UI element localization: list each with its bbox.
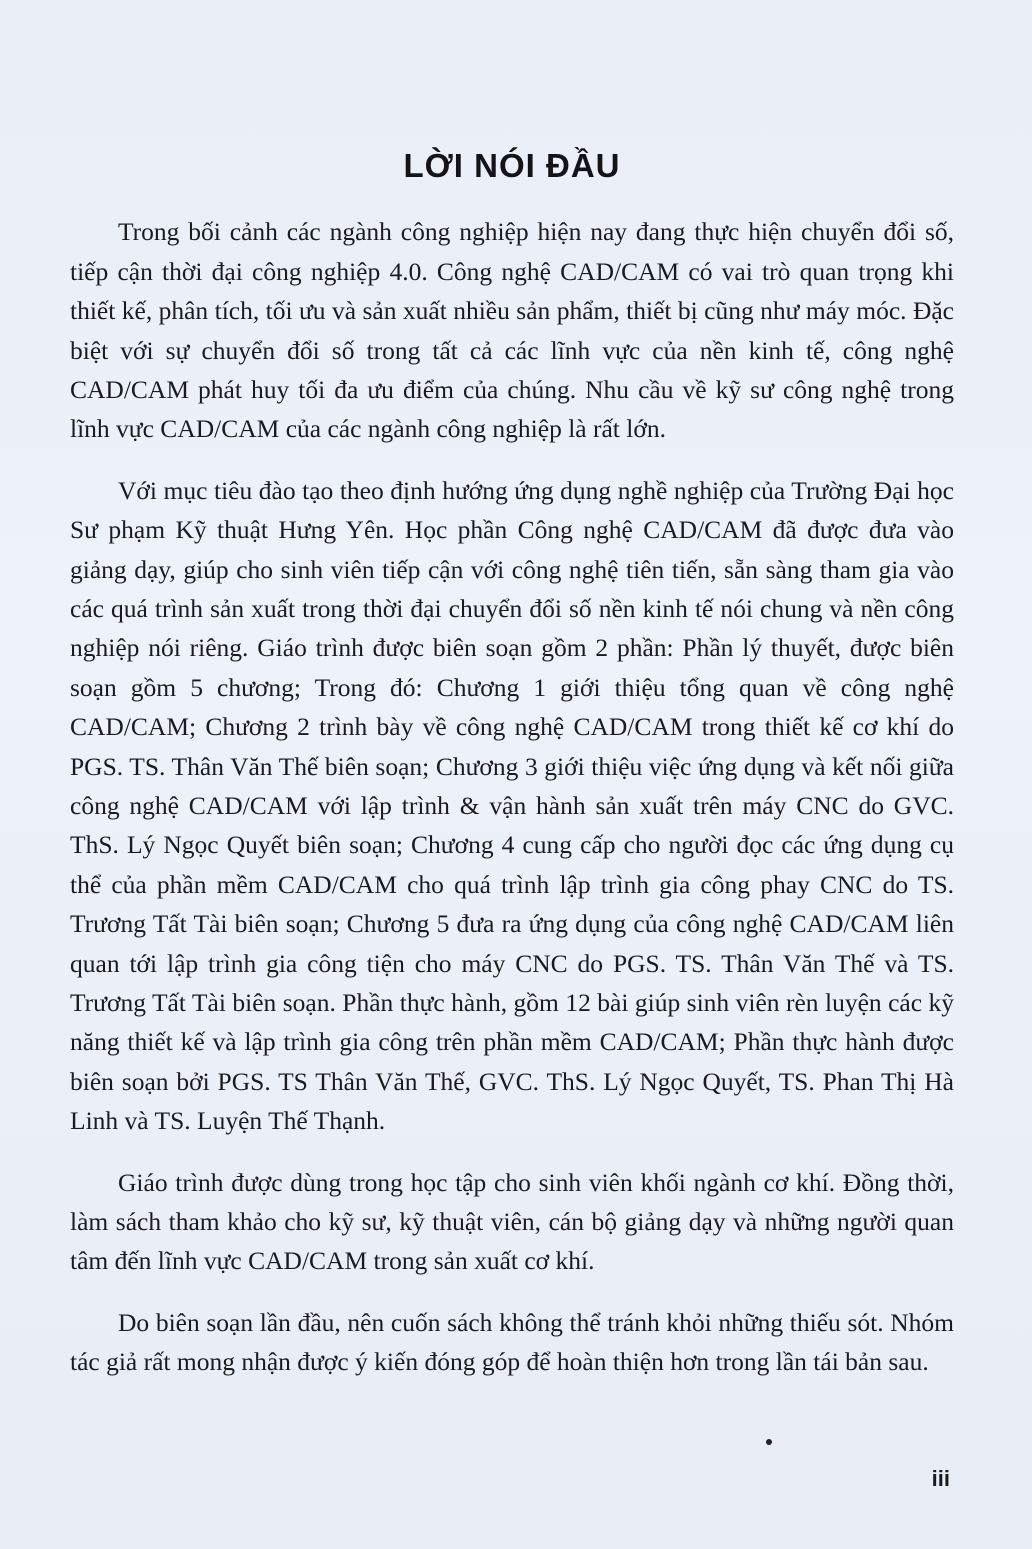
paragraph-3: Giáo trình được dùng trong học tập cho sinh viên khối ngành cơ khí. Đồng thời, làm sách tham khảo cho kỹ sư, kỹ thuật viên, cán bộ giảng dạy và những người quan tâm đến lĩnh vực CAD/CAM trong sản xuất cơ khí. bbox=[70, 1167, 954, 1276]
page-content bbox=[70, 148, 954, 1404]
paragraph-4: Do biên soạn lần đầu, nên cuốn sách không thể tránh khỏi những thiếu sót. Nhóm tác giả rất mong nhận được ý kiến đóng góp để hoàn thiện hơn trong lần tái bản sau. bbox=[70, 1307, 954, 1377]
paragraph-2: Với mục tiêu đào tạo theo định hướng ứng dụng nghề nghiệp của Trường Đại học Sư phạm Kỹ thuật Hưng Yên. Học phần Công nghệ CAD/CAM đã được đưa vào giảng dạy, giúp cho sinh viên tiếp cận với công nghệ tiên tiến, sẵn sàng tham gia vào các quá trình sản xuất trong thời đại chuyển đổi số nền kinh tế nói chung và nền công nghiệp nói riêng. Giáo trình được biên soạn gồm 2 phần: Phần lý thuyết, được biên soạn gồm 5 chương; Trong đó: Chương 1 giới thiệu tổng quan về công nghệ CAD/CAM; Chương 2 trình bày về công nghệ CAD/CAM trong thiết kế cơ khí do PGS. TS. Thân Văn Thế biên soạn; Chương 3 giới thiệu việc ứng dụng và kết nối giữa công nghệ CAD/CAM với lập trình & vận hành sản xuất trên máy CNC do GVC. ThS. Lý Ngọc Quyết biên soạn; Chương 4 cung cấp cho người đọc các ứng dụng cụ thể của phần mềm CAD/CAM cho quá trình lập trình gia công phay CNC do TS. Trương Tất Tài biên soạn; Chương 5 đưa ra ứng dụng của công nghệ CAD/CAM liên quan tới lập trình gia công tiện cho máy CNC do PGS. TS. Thân Văn Thế và TS. Trương Tất Tài biên soạn. Phần thực hành, gồm 12 bài giúp sinh viên rèn luyện các kỹ năng thiết kế và lập trình gia công trên phần mềm CAD/CAM; Phần thực hành được biên soạn bởi PGS. TS Thân Văn Thế, GVC. ThS. Lý Ngọc Quyết, TS. Phan Thị Hà Linh và TS. Luyện Thế Thạnh. bbox=[70, 475, 954, 1136]
page-number: iii bbox=[931, 1466, 950, 1491]
paragraph-1: Trong bối cảnh các ngành công nghiệp hiện nay đang thực hiện chuyển đổi số, tiếp cận thời đại công nghiệp 4.0. Công nghệ CAD/CAM có vai trò quan trọng khi thiết kế, phân tích, tối ưu và sản xuất nhiều sản phẩm, thiết bị cũng như máy móc. Đặc biệt với sự chuyển đổi số trong tất cả các lĩnh vực của nền kinh tế, công nghệ CAD/CAM phát huy tối đa ưu điểm của chúng. Nhu cầu về kỹ sư công nghệ trong lĩnh vực CAD/CAM của các ngành công nghiệp là rất lớn. bbox=[70, 217, 954, 444]
page-title: LỜI NÓI ĐẦU bbox=[403, 147, 621, 184]
ink-speck bbox=[766, 1439, 772, 1445]
bleed-through-shadow bbox=[70, 84, 76, 111]
